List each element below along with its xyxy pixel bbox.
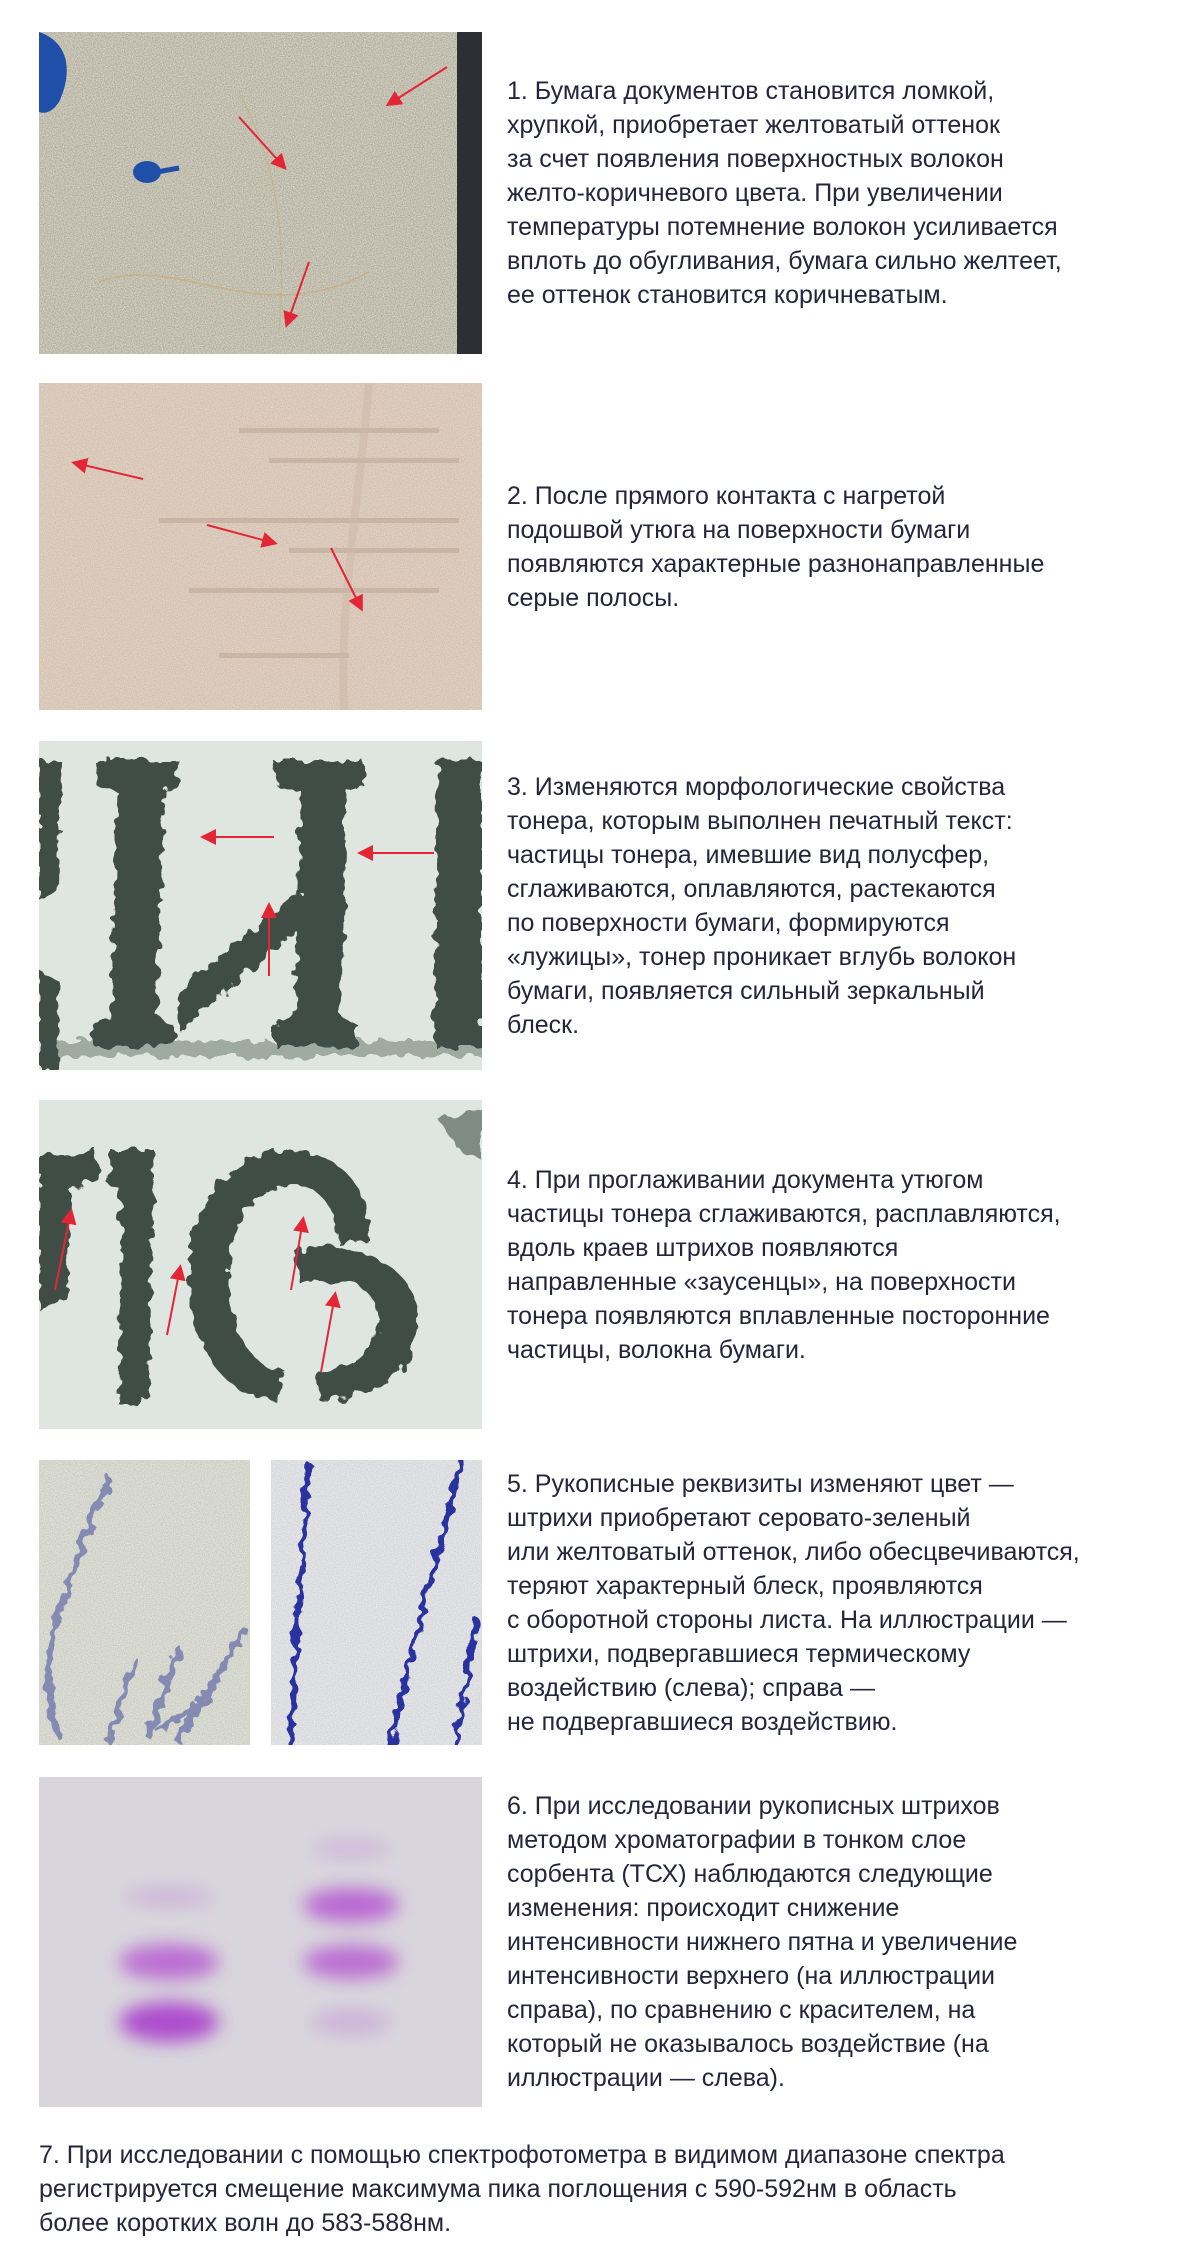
ironed-toner-photo xyxy=(39,1100,482,1429)
ironed-paper-photo xyxy=(39,383,482,710)
toner-letters-photo xyxy=(39,741,482,1070)
section-2 xyxy=(39,383,1179,710)
handwriting-control-photo xyxy=(271,1460,482,1745)
section-2-paragraph: 2. После прямого контакта с нагретой подошвой утюга на поверхности бумаги появляются характерные разнонаправленные серые полосы. xyxy=(507,481,1045,612)
section-2-text xyxy=(507,383,1187,710)
section-7-paragraph: 7. При исследовании с помощью спектрофотометра в видимом диапазоне спектра регистрируется смещение максимума пика поглощения с 590-592нм в область более коротких волн до 583-588нм. xyxy=(39,2141,1005,2237)
section-1-paragraph: 1. Бумага документов становится ломкой, хрупкой, приобретает желтоватый оттенок за счет появления поверхностных волокон желто-коричневого цвета. При увеличении температуры потемнение волокон усиливается вплоть до обугливания, бумага сильно желтеет, ее оттенок становится коричневатым. xyxy=(507,77,1062,309)
section-5-text xyxy=(507,1460,1187,1745)
section-1-text xyxy=(507,32,1187,354)
section-4 xyxy=(39,1100,1179,1429)
handwriting-heated-photo xyxy=(39,1460,250,1745)
section-1 xyxy=(39,32,1179,354)
aged-paper-photo xyxy=(39,32,482,354)
tlc-plate-photo xyxy=(39,1777,482,2107)
section-3 xyxy=(39,741,1179,1070)
section-6-paragraph: 6. При исследовании рукописных штрихов методом хроматографии в тонком слое сорбента (ТСХ) наблюдаются следующие изменения: происходит снижение интенсивности нижнего пятна и увеличение интенсивности верхнего (на иллюстрации справа), по сравнению с красителем, на который не оказывалось воздействие (на иллюстрации — слева). xyxy=(507,1792,1018,2092)
section-5 xyxy=(39,1460,1179,1745)
section-3-paragraph: 3. Изменяются морфологические свойства тонера, которым выполнен печатный текст: частицы тонера, имевшие вид полусфер, сглаживаются, оплавляются, растекаются по поверхности бумаги, формируются «лужицы», тонер проникает вглубь волокон бумаги, появляется сильный зеркальный блеск. xyxy=(507,772,1017,1039)
section-6 xyxy=(39,1777,1179,2107)
section-4-paragraph: 4. При проглаживании документа утюгом частицы тонера сглаживаются, расплавляются, вдоль краев штрихов появляются направленные «заусенцы», на поверхности тонера появляются вплавленные посторонние частицы, волокна бумаги. xyxy=(507,1165,1061,1364)
section-5-paragraph: 5. Рукописные реквизиты изменяют цвет — штрихи приобретают серовато-зеленый или желтоватый оттенок, либо обесцвечиваются, теряют характерный блеск, проявляются с оборотной стороны листа. На иллюстрации — штрихи, подвергавшиеся термическому воздействию (слева); справа — не подвергавшиеся воздействию. xyxy=(507,1469,1080,1736)
section-4-text xyxy=(507,1100,1187,1429)
section-3-text xyxy=(507,741,1187,1070)
section-6-text xyxy=(507,1777,1187,2107)
